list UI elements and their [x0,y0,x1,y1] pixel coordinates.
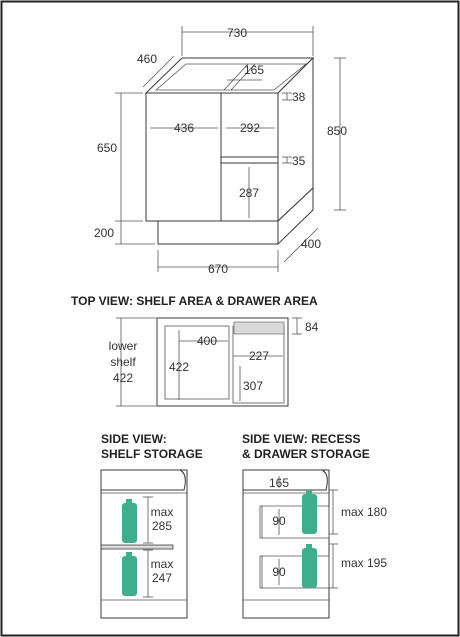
dim-plinth-200: 200 [94,226,115,240]
bottle-lower [122,552,137,596]
lower-shelf-label-1: lower [108,339,138,353]
drawer-max-195: max 195 [341,556,388,570]
dim-width-730: 730 [226,26,248,40]
drawer-90-lower: 90 [272,565,286,579]
side-shelf-heading-2: SHELF STORAGE [101,447,203,461]
dim-width-292: 292 [239,121,261,135]
drawer-recess-shade [234,322,284,334]
dim-287: 287 [238,186,260,200]
lower-shelf-label-2: shelf [110,355,136,369]
cabinet-plinth [158,221,278,244]
bottle-drawer-upper [302,490,317,534]
shelf-max-2-value: 247 [151,571,173,585]
dim-tv-227: 227 [249,349,270,363]
dim-gap-165: 165 [243,63,265,77]
dim-tv-400: 400 [196,334,218,348]
side-recess-view [243,470,338,618]
dim-35: 35 [292,154,306,168]
dim-tv-307: 307 [243,379,264,393]
recess-165: 165 [268,476,290,490]
side-recess-heading-2: & DRAWER STORAGE [242,447,370,461]
shelf-max-1-label: max [150,505,174,519]
top-view-plan [116,318,302,406]
dim-height-650: 650 [96,141,118,155]
shelf-board [101,545,173,549]
dim-depth-460: 460 [136,52,158,66]
dim-width-436: 436 [173,121,195,135]
shelf-max-1-value: 285 [151,519,173,533]
dim-plinth-depth-400: 400 [301,237,322,251]
shelf-max-2-label: max [150,557,174,571]
bottle-upper [122,499,137,543]
dim-tv-422: 422 [169,360,190,374]
dim-38: 38 [292,90,306,104]
dim-plinth-width-670: 670 [207,262,229,276]
side-shelf-view [101,470,187,618]
lower-shelf-label-3: 422 [112,371,134,385]
dim-height-850: 850 [327,124,348,138]
top-view-heading: TOP VIEW: SHELF AREA & DRAWER AREA [71,294,318,308]
drawer-max-180: max 180 [341,505,388,519]
bottle-drawer-lower [302,544,317,588]
drawer-90-upper: 90 [272,514,286,528]
dim-tv-84: 84 [305,320,319,334]
side-recess-heading-1: SIDE VIEW: RECESS [242,432,361,446]
side-shelf-heading-1: SIDE VIEW: [101,432,167,446]
